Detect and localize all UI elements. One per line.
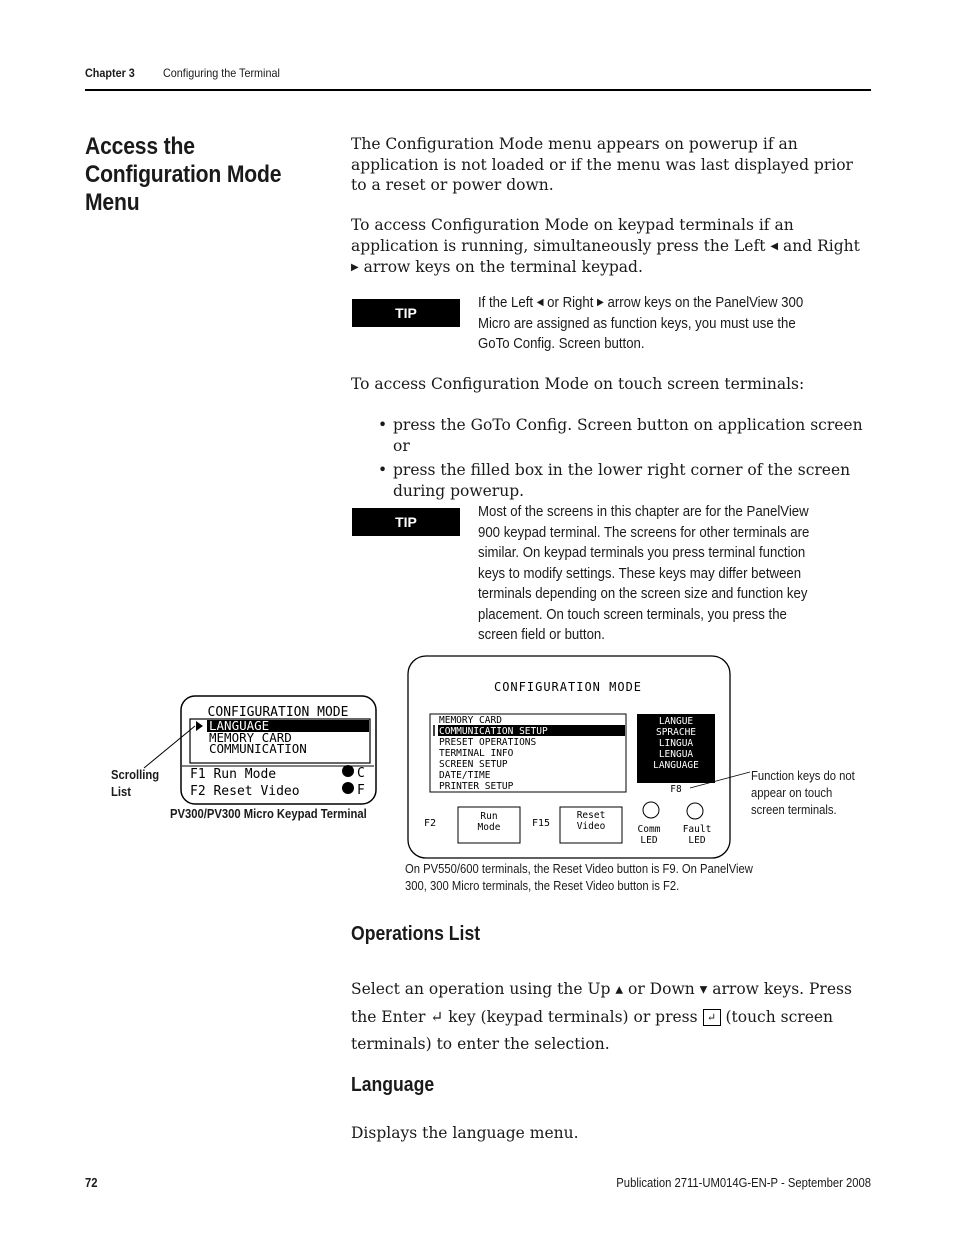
ops-text-d: key (keypad terminals) or press bbox=[448, 1007, 698, 1026]
comm-l2: LED bbox=[640, 835, 658, 846]
lang-3: LENGUA bbox=[658, 749, 694, 760]
fn-note-line: Function keys do not bbox=[751, 769, 855, 783]
callout-line2: List bbox=[111, 785, 132, 799]
small-f1-label: F1 Run Mode bbox=[190, 767, 277, 782]
run-l1: Run bbox=[480, 811, 498, 822]
small-item-1: MEMORY CARD bbox=[209, 730, 292, 745]
operations-heading: Operations List bbox=[351, 923, 481, 945]
right-arrow-icon: ▶ bbox=[351, 261, 359, 273]
list-item: • press the filled box in the lower right corner of the screen during powerup. bbox=[378, 460, 873, 501]
left-arrow-icon: ◀ bbox=[536, 297, 544, 308]
fault-led-icon bbox=[342, 782, 354, 794]
publication-info: Publication 2711-UM014G-EN-P - September 2008 bbox=[616, 1176, 871, 1190]
fn-note-line: screen terminals. bbox=[751, 803, 837, 817]
header-rule bbox=[85, 89, 871, 91]
small-config-title: CONFIGURATION MODE bbox=[207, 705, 349, 720]
large-item-4: SCREEN SETUP bbox=[439, 759, 508, 770]
tip1-text-c: arrow keys on the PanelView 300 Micro are assigned as function keys, you must use the GoTo Config. Screen button. bbox=[478, 294, 804, 353]
up-arrow-icon: ▲ bbox=[615, 984, 624, 996]
small-f2-label: F2 Reset Video bbox=[190, 784, 300, 799]
intro-paragraph: The Configuration Mode menu appears on powerup if an application is not loaded or if the menu was last displayed prior to a reset or power down. bbox=[351, 135, 853, 194]
reset-l2: Video bbox=[576, 821, 606, 832]
ops-text-b: or Down bbox=[628, 980, 695, 998]
large-item-1: COMMUNICATION SETUP bbox=[439, 726, 548, 737]
fault-l2: LED bbox=[688, 835, 706, 846]
page-number: 72 bbox=[85, 1176, 98, 1190]
comm-led-icon bbox=[643, 802, 659, 818]
para2-text-a: To access Configuration Mode on keypad terminals if an application is running, simultaneously press the Left bbox=[351, 216, 794, 255]
lang-4: LANGUAGE bbox=[653, 760, 699, 771]
ops-text-c: arrow keys. Press the Enter bbox=[351, 980, 852, 1026]
small-led-f: F bbox=[357, 783, 365, 798]
scrolling-list-callout bbox=[111, 767, 159, 801]
tip1-text-a: If the Left bbox=[478, 294, 534, 312]
f8-label: F8 bbox=[670, 784, 682, 795]
lang-2: LINGUA bbox=[658, 738, 694, 749]
para2-text-b: and Right bbox=[783, 236, 860, 255]
left-arrow-icon: ◀ bbox=[770, 240, 779, 252]
fault-led-icon bbox=[687, 803, 703, 819]
list-item: • press the GoTo Config. Screen button on application screen or bbox=[378, 415, 873, 456]
language-paragraph: Displays the language menu. bbox=[351, 1124, 579, 1142]
tip-text-1 bbox=[478, 293, 826, 355]
comm-led-icon bbox=[342, 765, 354, 777]
selection-arrow-icon bbox=[196, 721, 203, 731]
operations-paragraph bbox=[351, 976, 871, 1058]
reset-l1: Reset bbox=[576, 810, 606, 821]
run-l2: Mode bbox=[477, 822, 501, 833]
ops-text-a: Select an operation using the Up bbox=[351, 980, 611, 998]
language-heading: Language bbox=[351, 1074, 435, 1096]
bullet-list bbox=[378, 415, 873, 505]
large-item-2: PRESET OPERATIONS bbox=[439, 737, 537, 748]
enter-key-icon: ↵ bbox=[430, 1007, 444, 1026]
pv300-caption: PV300/PV300 Micro Keypad Terminal bbox=[170, 807, 367, 821]
large-item-0: MEMORY CARD bbox=[439, 715, 502, 726]
pv900-terminal-figure bbox=[400, 650, 740, 860]
tip-text-2: Most of the screens in this chapter are for the PanelView 900 keypad terminal. The screens for other terminals are similar. On keypad terminals you press terminal function keys to modify settings. These keys may differ between terminals depending on the screen size and function key placement. On touch screen terminals, you press the screen field or button. bbox=[478, 503, 810, 643]
large-item-6: PRINTER SETUP bbox=[439, 781, 514, 792]
fn-note-line: appear on touch bbox=[751, 786, 833, 800]
comm-l1: Comm bbox=[637, 824, 661, 835]
large-item-5: DATE/TIME bbox=[439, 770, 491, 781]
lang-0: LANGUE bbox=[658, 716, 694, 727]
f15-label: F15 bbox=[532, 818, 551, 829]
ops-text-e: (touch screen terminals) to enter the selection. bbox=[351, 1007, 834, 1053]
function-keys-note bbox=[751, 768, 877, 819]
chapter-title: Configuring the Terminal bbox=[163, 66, 280, 80]
f2-label: F2 bbox=[424, 818, 437, 829]
callout-line bbox=[144, 726, 195, 768]
fault-l1: Fault bbox=[682, 824, 712, 835]
tip1-text-b: or Right bbox=[547, 294, 594, 312]
tip-badge: TIP bbox=[352, 299, 460, 327]
tip-badge: TIP bbox=[352, 508, 460, 536]
down-arrow-icon: ▼ bbox=[699, 984, 708, 996]
small-item-0: LANGUAGE bbox=[209, 718, 270, 733]
keypad-access-paragraph bbox=[351, 215, 871, 278]
small-item-2: COMMUNICATION bbox=[209, 741, 307, 756]
touch-access-paragraph: To access Configuration Mode on touch screen terminals: bbox=[351, 375, 805, 393]
section-title: Access the Configuration Mode Menu bbox=[85, 133, 282, 216]
small-led-c: C bbox=[357, 766, 365, 781]
large-item-3: TERMINAL INFO bbox=[439, 748, 514, 759]
para2-text-c: arrow keys on the terminal keypad. bbox=[363, 257, 643, 276]
right-arrow-icon: ▶ bbox=[597, 297, 604, 308]
large-config-title: CONFIGURATION MODE bbox=[493, 680, 643, 694]
lang-1: SPRACHE bbox=[655, 727, 697, 738]
chapter-label: Chapter 3 bbox=[85, 66, 135, 80]
figure-caption: On PV550/600 terminals, the Reset Video button is F9. On PanelView 300, 300 Micro terminals, the Reset Video button is F2. bbox=[405, 862, 753, 893]
enter-button-icon: ↵ bbox=[703, 1009, 721, 1026]
callout-line1: Scrolling bbox=[111, 768, 160, 782]
